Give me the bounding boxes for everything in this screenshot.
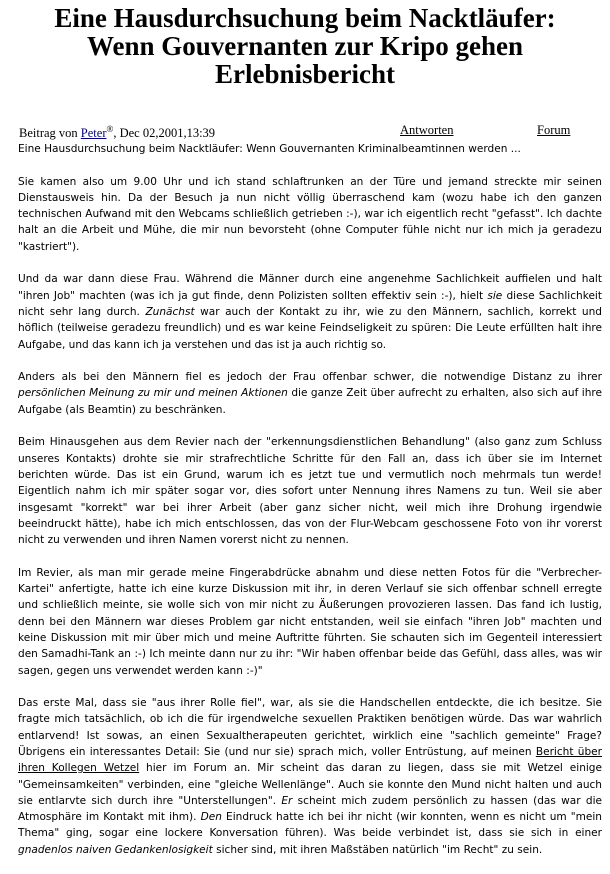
p6-emph-gnadenlos: gnadenlos naiven Gedankenlosigkeit: [18, 843, 213, 856]
post-date: , Dec 02,2001,13:39: [113, 126, 216, 141]
post-meta: [19, 124, 215, 141]
p6-text-f: Eindruck hatte ich bei ihr nicht (wir konnten, wenn es nicht um "mein Thema" ging, sogar eine lockere Konversation führen). Was beide verbindet ist, dass sie sich in einer: [18, 811, 602, 840]
paragraph-4: Beim Hinausgehen aus dem Revier nach der "erkennungsdienstlichen Behandlung" (also ganz zum Schluss unseres Kontakts) drohte sie mir strafrechtliche Schritte für den Fall an, dass ich über sie im Internet berichten würde. Das ist ein Grund, warum ich es jetzt tue und vermutlich noch mehrmals tun werde! Eigentlich nahm ich mir später sogar vor, dies sofort unter Nennung ihres Namens zu tun. Weil sie aber insgesamt "korrekt" war bei ihrer Arbeit (aber ganz sicher nicht, weil mich ihre Drohung irgendwie beeindruckt hätte), habe ich mich entschlossen, das von der Flur-Webcam geschossene Foto von ihr vorerst nicht zu verwenden und ihren Namen vorerst nicht zu nennen.: [18, 436, 602, 547]
p2-emph-sie: sie: [487, 289, 503, 302]
p6-emph-er: Er: [281, 794, 293, 807]
p6-text-d: scheint mich zudem persönlich zu hassen (das war die Atmosphäre im Kontakt mit ihm).: [18, 794, 603, 824]
paragraph-3: [18, 369, 602, 418]
p6-text-a: Das erste Mal, dass sie "aus ihrer Rolle fiel", war, als sie die Handschellen entdeckte, die ich besitze. Sie fragte mich tatsächlich, ob ich die für irgendwelche sexuellen Praktiken benötigen würde. Das war wahrlich entlarvend! Ist sowas, an einen Sexualtherapeuten gerichtet, wirklich eine "sachlich gemeinte" Frage? Übrigens ein interessantes Detail: Sie (und nur sie) sprach mich, voller Entrüstung, auf meinen: [18, 697, 602, 758]
wetzel-report-link[interactable]: Bericht über ihren Kollegen Wetzel: [18, 745, 602, 775]
author-link[interactable]: Peter: [80, 126, 107, 141]
title-line-2: Wenn Gouvernanten zur Kripo gehen: [86, 31, 524, 61]
byline-prefix: Beitrag von: [19, 126, 78, 141]
p3-emph: persönlichen Meinung zu mir und meinen Aktionen: [18, 387, 288, 400]
title-line-1: Eine Hausdurchsuchung beim Nacktläufer:: [54, 3, 556, 33]
paragraph-5: Im Revier, als man mir gerade meine Fingerabdrücke abnahm und diese netten Fotos für die "Verbrecher-Kartei" anfertigte, hatte ich eine kurze Diskussion mit ihr, in deren Verlauf sie sich offenbar schnell erregte und schließlich meinte, sie wolle sich von mir nicht zu Äußerungen provozieren lassen. Das fand ich lustig, denn bei den Männern war dieses Problem gar nicht entstanden, weil sie einfach "ihren Job" machten und keine Diskussion mit mir über mich und meine Auftritte führten. Sie schauten sich im Gegenteil interessiert den Samadhi-Tank an :-) Ich meinte dann nur zu ihr: "Wir haben offenbar beide das Gefühl, dass alles, was wir sagen, gegen uns verwendet werden kann :-)": [18, 566, 602, 677]
p3-text-c: die ganze Zeit über aufrecht zu erhalten, also sich auf ihre Aufgabe (als Beamtin) zu beschränken.: [18, 387, 602, 416]
paragraph-1: Sie kamen also um 9.00 Uhr und ich stand schlaftrunken an der Türe und jemand streckte mir seinen Dienstausweis hin. Da der Besuch ja nun nicht völlig überraschend kam (wozu habe ich den ganzen technischen Aufwand mit den Webcams schließlich getrieben :-), war ich eigentlich recht "gefasst". Ich dachte halt an die Arbeit und Mühe, die mir nun bevorsteht (ohne Computer fühle nicht nur ich mich ja geradezu "kastriert").: [18, 175, 602, 253]
title-line-3: Erlebnisbericht: [215, 59, 395, 89]
p6-text-b: hier im Forum an. Mir scheint das daran zu liegen, dass sie mit Wetzel einige "Gemeinsamkeiten" verbinden, eine "gleiche Wellenlänge". Auch sie konnte den Mund nicht halten und auch sie entlarvte sich durch ihre "Unterstellungen".: [18, 762, 602, 807]
p2-emph-zunaechst: Zunächst: [145, 305, 195, 318]
p6-emph-den: Den: [200, 811, 222, 824]
p2-text-e: war auch der Kontakt zu ihr, wie zu den Männern, sachlich, korrekt und höflich (teilweise geradezu freundlich) und es war keine Feindseligkeit zu spüren: Die Leute erfüllten halt ihre Aufgabe, und das kann ich ja verstehen und das ist ja auch richtig so.: [18, 305, 602, 351]
p6-text-h: sicher sind, mit ihren Maßstäben natürlich "im Recht" zu sein.: [212, 843, 543, 856]
reply-link[interactable]: Antworten: [400, 123, 454, 137]
forum-link[interactable]: Forum: [537, 123, 571, 137]
intro-paragraph: Eine Hausdurchsuchung beim Nacktläufer: Wenn Gouvernanten Kriminalbeamtinnen werden ...: [18, 143, 521, 155]
article-title: [0, 4, 610, 88]
p2-text-a: Und da war dann diese Frau. Während die Männer durch eine angenehme Sachlichkeit auffielen und halt "ihren Job" machten (was ich ja gut finde, denn Polizisten sollten effektiv sein :-), hielt: [18, 273, 602, 302]
post-byline: [19, 123, 600, 141]
paragraph-6: [18, 695, 602, 858]
registered-mark: ®: [106, 124, 114, 134]
p2-text-c: diese Sachlichkeit nicht sehr lang durch.: [18, 289, 602, 318]
article-body: [18, 141, 602, 874]
p3-text-a: Anders als bei den Männern fiel es jedoch der Frau offenbar schwer, die notwendige Distanz zu ihrer: [18, 371, 602, 384]
paragraph-2: [18, 271, 602, 352]
